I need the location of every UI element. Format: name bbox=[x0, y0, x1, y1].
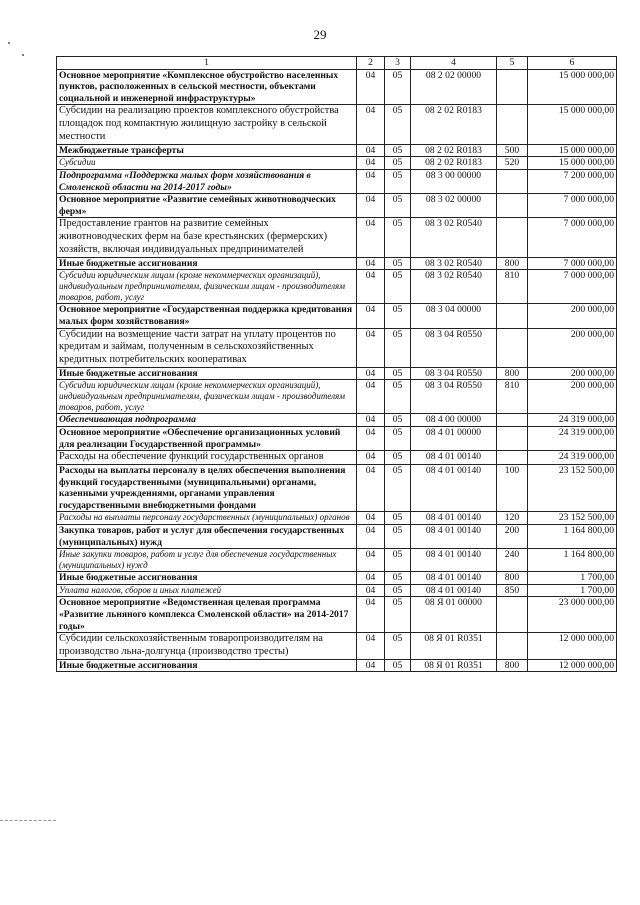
table-row bbox=[57, 512, 617, 525]
column-header: 5 bbox=[497, 57, 528, 70]
target-article-code: 08 4 01 00140 bbox=[411, 549, 497, 572]
item-name: Иные бюджетные ассигнования bbox=[57, 257, 357, 270]
subsection-code: 05 bbox=[385, 584, 411, 597]
column-header: 2 bbox=[357, 57, 385, 70]
table-row bbox=[57, 572, 617, 585]
target-article-code: 08 3 02 R0540 bbox=[411, 218, 497, 257]
subsection-code: 05 bbox=[385, 512, 411, 525]
expense-type-code: 520 bbox=[497, 157, 528, 170]
expense-type-code bbox=[497, 218, 528, 257]
subsection-code: 05 bbox=[385, 157, 411, 170]
table-row bbox=[57, 328, 617, 367]
expense-type-code: 810 bbox=[497, 270, 528, 304]
amount: 7 000 000,00 bbox=[528, 218, 617, 257]
amount: 7 000 000,00 bbox=[528, 194, 617, 218]
section-code: 04 bbox=[357, 257, 385, 270]
table-row bbox=[57, 525, 617, 549]
expense-type-code: 800 bbox=[497, 659, 528, 672]
target-article-code: 08 4 01 00140 bbox=[411, 451, 497, 465]
target-article-code: 08 3 02 R0540 bbox=[411, 257, 497, 270]
amount: 7 000 000,00 bbox=[528, 257, 617, 270]
section-code: 04 bbox=[357, 270, 385, 304]
item-name: Основное мероприятие «Ведомственная целевая программа «Развитие льняного комплекса Смоленской области» на 2014-2017 годы» bbox=[57, 597, 357, 633]
target-article-code: 08 4 00 00000 bbox=[411, 414, 497, 427]
subsection-code: 05 bbox=[385, 328, 411, 367]
page-number: 29 bbox=[313, 27, 327, 42]
item-name: Основное мероприятие «Государственная поддержка кредитования малых форм хозяйствования» bbox=[57, 304, 357, 328]
section-code: 04 bbox=[357, 380, 385, 414]
item-name: Субсидии юридическим лицам (кроме некоммерческих организаций), индивидуальным предпринимателям, физическим лицам - производителям товаров, работ, услуг bbox=[57, 270, 357, 304]
target-article-code: 08 4 01 00140 bbox=[411, 525, 497, 549]
section-code: 04 bbox=[357, 659, 385, 672]
amount: 23 000 000,00 bbox=[528, 597, 617, 633]
expense-type-code bbox=[497, 169, 528, 193]
amount: 15 000 000,00 bbox=[528, 157, 617, 170]
item-name: Основное мероприятие «Развитие семейных животноводческих ферм» bbox=[57, 194, 357, 218]
column-header: 6 bbox=[528, 57, 617, 70]
expense-type-code: 810 bbox=[497, 380, 528, 414]
amount: 24 319 000,00 bbox=[528, 427, 617, 451]
item-name: Основное мероприятие «Обеспечение организационных условий для реализации Государственной программы» bbox=[57, 427, 357, 451]
expense-type-code bbox=[497, 105, 528, 144]
expense-type-code: 850 bbox=[497, 584, 528, 597]
item-name: Обеспечивающая подпрограмма bbox=[57, 414, 357, 427]
subsection-code: 05 bbox=[385, 572, 411, 585]
amount: 12 000 000,00 bbox=[528, 633, 617, 660]
item-name: Иные бюджетные ассигнования bbox=[57, 572, 357, 585]
subsection-code: 05 bbox=[385, 304, 411, 328]
target-article-code: 08 4 01 00140 bbox=[411, 572, 497, 585]
table-row bbox=[57, 584, 617, 597]
table-row bbox=[57, 218, 617, 257]
amount: 200 000,00 bbox=[528, 367, 617, 380]
table-row bbox=[57, 451, 617, 465]
subsection-code: 05 bbox=[385, 218, 411, 257]
target-article-code: 08 4 01 00140 bbox=[411, 465, 497, 512]
section-code: 04 bbox=[357, 414, 385, 427]
subsection-code: 05 bbox=[385, 633, 411, 660]
expense-type-code bbox=[497, 597, 528, 633]
table-row bbox=[57, 270, 617, 304]
section-code: 04 bbox=[357, 169, 385, 193]
table-row bbox=[57, 105, 617, 144]
target-article-code: 08 Я 01 R0351 bbox=[411, 633, 497, 660]
item-name: Субсидии bbox=[57, 157, 357, 170]
target-article-code: 08 Я 01 R0351 bbox=[411, 659, 497, 672]
scan-speck bbox=[22, 54, 24, 56]
subsection-code: 05 bbox=[385, 367, 411, 380]
amount: 23 152 500,00 bbox=[528, 465, 617, 512]
target-article-code: 08 3 04 R0550 bbox=[411, 367, 497, 380]
table-body bbox=[57, 69, 617, 672]
amount: 15 000 000,00 bbox=[528, 69, 617, 105]
subsection-code: 05 bbox=[385, 105, 411, 144]
item-name: Субсидии юридическим лицам (кроме некоммерческих организаций), индивидуальным предпринимателям, физическим лицам - производителям товаров, работ, услуг bbox=[57, 380, 357, 414]
section-code: 04 bbox=[357, 633, 385, 660]
table-row bbox=[57, 597, 617, 633]
amount: 200 000,00 bbox=[528, 304, 617, 328]
expense-type-code bbox=[497, 427, 528, 451]
section-code: 04 bbox=[357, 597, 385, 633]
table-row bbox=[57, 549, 617, 572]
expense-type-code: 120 bbox=[497, 512, 528, 525]
table-row bbox=[57, 194, 617, 218]
table-row bbox=[57, 144, 617, 157]
table-row bbox=[57, 633, 617, 660]
item-name: Расходы на выплаты персоналу в целях обеспечения выполнения функций государственными (муниципальными) органами, казенными учреждениями, органами управления государственными внебюджетными фондами bbox=[57, 465, 357, 512]
table-row bbox=[57, 367, 617, 380]
target-article-code: 08 3 00 00000 bbox=[411, 169, 497, 193]
item-name: Субсидии сельскохозяйственным товаропроизводителям на производство льна-долгунца (производство тресты) bbox=[57, 633, 357, 660]
section-code: 04 bbox=[357, 451, 385, 465]
amount: 15 000 000,00 bbox=[528, 144, 617, 157]
section-code: 04 bbox=[357, 512, 385, 525]
table-row bbox=[57, 465, 617, 512]
table-row bbox=[57, 157, 617, 170]
subsection-code: 05 bbox=[385, 465, 411, 512]
expense-type-code bbox=[497, 414, 528, 427]
subsection-code: 05 bbox=[385, 270, 411, 304]
expense-type-code: 100 bbox=[497, 465, 528, 512]
subsection-code: 05 bbox=[385, 451, 411, 465]
subsection-code: 05 bbox=[385, 549, 411, 572]
expense-type-code bbox=[497, 328, 528, 367]
section-code: 04 bbox=[357, 367, 385, 380]
expense-type-code: 800 bbox=[497, 367, 528, 380]
item-name: Межбюджетные трансферты bbox=[57, 144, 357, 157]
amount: 7 200 000,00 bbox=[528, 169, 617, 193]
section-code: 04 bbox=[357, 328, 385, 367]
section-code: 04 bbox=[357, 525, 385, 549]
expense-type-code: 800 bbox=[497, 572, 528, 585]
expense-type-code bbox=[497, 451, 528, 465]
expense-type-code: 240 bbox=[497, 549, 528, 572]
subsection-code: 05 bbox=[385, 257, 411, 270]
amount: 1 164 800,00 bbox=[528, 549, 617, 572]
table-row bbox=[57, 304, 617, 328]
expense-type-code: 500 bbox=[497, 144, 528, 157]
expense-type-code bbox=[497, 633, 528, 660]
budget-table bbox=[56, 56, 617, 672]
amount: 1 700,00 bbox=[528, 572, 617, 585]
amount: 1 164 800,00 bbox=[528, 525, 617, 549]
target-article-code: 08 3 04 00000 bbox=[411, 304, 497, 328]
table-row bbox=[57, 169, 617, 193]
target-article-code: 08 3 04 R0550 bbox=[411, 380, 497, 414]
expense-type-code bbox=[497, 194, 528, 218]
item-name: Расходы на выплаты персоналу государственных (муниципальных) органов bbox=[57, 512, 357, 525]
section-code: 04 bbox=[357, 304, 385, 328]
scan-margin-dashes bbox=[0, 820, 56, 821]
subsection-code: 05 bbox=[385, 525, 411, 549]
section-code: 04 bbox=[357, 194, 385, 218]
subsection-code: 05 bbox=[385, 414, 411, 427]
item-name: Предоставление грантов на развитие семейных животноводческих ферм на базе крестьянских (фермерских) хозяйств, включая индивидуальных предпринимателей bbox=[57, 218, 357, 257]
section-code: 04 bbox=[357, 427, 385, 451]
target-article-code: 08 2 02 R0183 bbox=[411, 144, 497, 157]
subsection-code: 05 bbox=[385, 659, 411, 672]
amount: 15 000 000,00 bbox=[528, 105, 617, 144]
subsection-code: 05 bbox=[385, 380, 411, 414]
item-name: Расходы на обеспечение функций государственных органов bbox=[57, 451, 357, 465]
amount: 12 000 000,00 bbox=[528, 659, 617, 672]
amount: 1 700,00 bbox=[528, 584, 617, 597]
amount: 200 000,00 bbox=[528, 380, 617, 414]
section-code: 04 bbox=[357, 69, 385, 105]
section-code: 04 bbox=[357, 144, 385, 157]
item-name: Иные закупки товаров, работ и услуг для обеспечения государственных (муниципальных) нужд bbox=[57, 549, 357, 572]
expense-type-code bbox=[497, 304, 528, 328]
section-code: 04 bbox=[357, 105, 385, 144]
section-code: 04 bbox=[357, 572, 385, 585]
target-article-code: 08 3 04 R0550 bbox=[411, 328, 497, 367]
amount: 24 319 000,00 bbox=[528, 451, 617, 465]
item-name: Субсидии на реализацию проектов комплексного обустройства площадок под компактную жилищную застройку в сельской местности bbox=[57, 105, 357, 144]
item-name: Основное мероприятие «Комплексное обустройство населенных пунктов, расположенных в сельской местности, объектами социальной и инженерной инфраструктуры» bbox=[57, 69, 357, 105]
subsection-code: 05 bbox=[385, 597, 411, 633]
target-article-code: 08 3 02 R0540 bbox=[411, 270, 497, 304]
table-row bbox=[57, 414, 617, 427]
subsection-code: 05 bbox=[385, 194, 411, 218]
target-article-code: 08 2 02 R0183 bbox=[411, 157, 497, 170]
section-code: 04 bbox=[357, 549, 385, 572]
section-code: 04 bbox=[357, 218, 385, 257]
item-name: Субсидии на возмещение части затрат на уплату процентов по кредитам и займам, полученным в сельскохозяйственных кредитных потребительских кооперативах bbox=[57, 328, 357, 367]
expense-type-code: 200 bbox=[497, 525, 528, 549]
target-article-code: 08 2 02 R0183 bbox=[411, 105, 497, 144]
scan-speck bbox=[8, 42, 10, 44]
table-row bbox=[57, 69, 617, 105]
target-article-code: 08 2 02 00000 bbox=[411, 69, 497, 105]
amount: 24 319 000,00 bbox=[528, 414, 617, 427]
header-row bbox=[57, 57, 617, 70]
table-row bbox=[57, 659, 617, 672]
subsection-code: 05 bbox=[385, 144, 411, 157]
column-header: 1 bbox=[57, 57, 357, 70]
item-name: Иные бюджетные ассигнования bbox=[57, 367, 357, 380]
subsection-code: 05 bbox=[385, 69, 411, 105]
subsection-code: 05 bbox=[385, 169, 411, 193]
target-article-code: 08 Я 01 00000 bbox=[411, 597, 497, 633]
item-name: Подпрограмма «Поддержка малых форм хозяйствования в Смоленской области на 2014-2017 годы» bbox=[57, 169, 357, 193]
section-code: 04 bbox=[357, 465, 385, 512]
expense-type-code bbox=[497, 69, 528, 105]
expense-type-code: 800 bbox=[497, 257, 528, 270]
section-code: 04 bbox=[357, 157, 385, 170]
item-name: Иные бюджетные ассигнования bbox=[57, 659, 357, 672]
table-row bbox=[57, 427, 617, 451]
amount: 7 000 000,00 bbox=[528, 270, 617, 304]
amount: 23 152 500,00 bbox=[528, 512, 617, 525]
column-header: 4 bbox=[411, 57, 497, 70]
target-article-code: 08 3 02 00000 bbox=[411, 194, 497, 218]
amount: 200 000,00 bbox=[528, 328, 617, 367]
target-article-code: 08 4 01 00140 bbox=[411, 512, 497, 525]
subsection-code: 05 bbox=[385, 427, 411, 451]
column-header: 3 bbox=[385, 57, 411, 70]
section-code: 04 bbox=[357, 584, 385, 597]
table-row bbox=[57, 257, 617, 270]
item-name: Закупка товаров, работ и услуг для обеспечения государственных (муниципальных) нужд bbox=[57, 525, 357, 549]
target-article-code: 08 4 01 00000 bbox=[411, 427, 497, 451]
item-name: Уплата налогов, сборов и иных платежей bbox=[57, 584, 357, 597]
table-row bbox=[57, 380, 617, 414]
target-article-code: 08 4 01 00140 bbox=[411, 584, 497, 597]
